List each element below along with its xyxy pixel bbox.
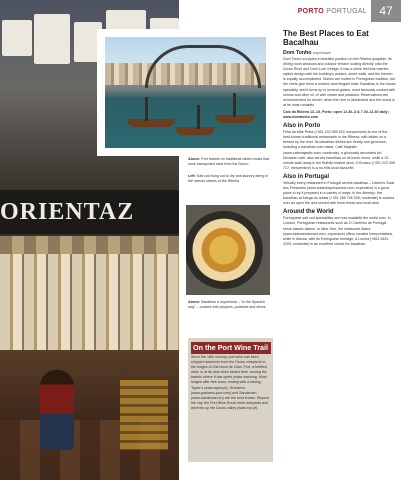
wine-trail-body: Since the 18th century, port wine has been shipped downriver from the Douro vineyards to the lodges of Vila Nova de Gaia. Port, a fortified wine, is at its best when tasted here, among the barrels where it has spent years maturing. Most lodges offer free tours, ending with a tasting. Taylor's (www.taylor.pt), Graham's (www.grahams-port.com) and Sandeman (www.sandeman.eu) are the best known. Beyond the city, the Port Wine Route links vineyards and wineries up the Douro valley (www.rvp.pt).: [191, 355, 270, 410]
boat-mast: [145, 97, 148, 121]
laundry-cloth: [34, 14, 70, 64]
restaurant-contact: Cais da Ribeira 13–15, Porto; open 12.30–3 & 7.30–11.30 daily; www.domtonho.com: [283, 109, 389, 120]
shopkeeper-figure: [40, 370, 74, 450]
stew-caption: Above: Bacalhau à espanhola – "in the Spanish way" – cooked with peppers, potatoes and olives: [188, 300, 266, 310]
shop-awning: [0, 236, 179, 254]
also-porto-body: Filha da Mãe Preta (+351 222 055 515; inexpensive) is one of the best-known traditional restaurants in the Ribeira, with tables on a terrace by the river. Its bacalhau dishes are hearty and generous, including a bacalhau com natas. Café Majestic (www.cafemajestic.com; moderate), a gloriously decorated Art Nouveau café, also serves bacalhau on its lunch menu, while a 10-minute walk away in the Bolhão market area, O Buraco (+351 222 006 717; inexpensive) is a no-frills local favourite.: [283, 130, 395, 170]
page-number: 47: [371, 0, 401, 22]
rabelo-boat: [127, 119, 175, 127]
shop-goods: [120, 380, 168, 450]
also-portugal-body: Virtually every restaurant in Portugal serves bacalhau – Lisbon's Solar dos Presuntos (www.solardospresuntos.com; expensive) is a good place to try it prepared in a variety of ways. In the Alentejo, the bacalhau at Adega do Isaías (+351 266 746 339; moderate) is cooked over an open fire and served with fresh bread and local wine.: [283, 180, 395, 206]
laundry-cloth: [74, 22, 102, 62]
river-caption: Above: Port barrels on traditional rabelo boats that once transported wine from the Douro: [188, 157, 270, 167]
wine-trail-title: On the Port Wine Trail: [191, 342, 271, 354]
bridge-arch: [145, 45, 261, 88]
also-porto-heading: Also in Porto: [283, 123, 321, 130]
around-world-body: Portuguese salt cod specialities are now available the world over. In London, Portuguese restaurants such as O Cantinho de Portugal serve classic dishes. In New York, the restaurant Aldea (www.aldearestaurant.com; expensive) offers creative interpretations, while in Macau, with its Portuguese heritage, A Lorcha (+853 2831 3193; moderate) is an excellent choice for bacalhau.: [283, 216, 394, 246]
boat-mast: [197, 105, 200, 129]
restaurant-name: Dom Tonho expensive: [283, 50, 331, 56]
article-column: [283, 29, 396, 477]
section-title: PORTO PORTUGAL: [297, 8, 367, 15]
street-caption: Left: Salt cod hung out to dry and laundry airing in the narrow streets of the Ribeira: [188, 174, 269, 184]
article-title: The Best Places to Eat Bacalhau: [283, 29, 369, 47]
main-review: Dom Tonho occupies a beautiful position on the Ribeira quayside, its dining room windows and outdoor terrace looking directly onto the Douro River and Dom Luís I bridge. It has a sleek feel that marries stylish design with the building's ancient, stone walls, and the kitchen is equally accomplished. Dishes are rooted in Portuguese tradition, but the chefs give them a modern and elegant twist. Bacalhau is the house speciality, and it turns up in several guises, most famously cooked with onions and olive oil, or with cream and potatoes. Reservations are recommended for dinner, when the river is illuminated and the mood is at its most romantic.: [283, 57, 396, 107]
also-portugal-heading: Also in Portugal: [283, 173, 330, 180]
rabelo-boat: [175, 127, 215, 135]
river-photo: [101, 33, 270, 152]
laundry-cloth: [2, 20, 32, 56]
bacalhau-dish-photo: [186, 205, 270, 295]
around-world-heading: Around the World: [283, 209, 334, 216]
running-header: [280, 0, 401, 24]
boat-mast: [233, 93, 236, 117]
wine-trail-box: [188, 338, 273, 462]
hanging-cod: [0, 254, 179, 350]
shop-sign: ORIENTAZ: [0, 190, 179, 234]
